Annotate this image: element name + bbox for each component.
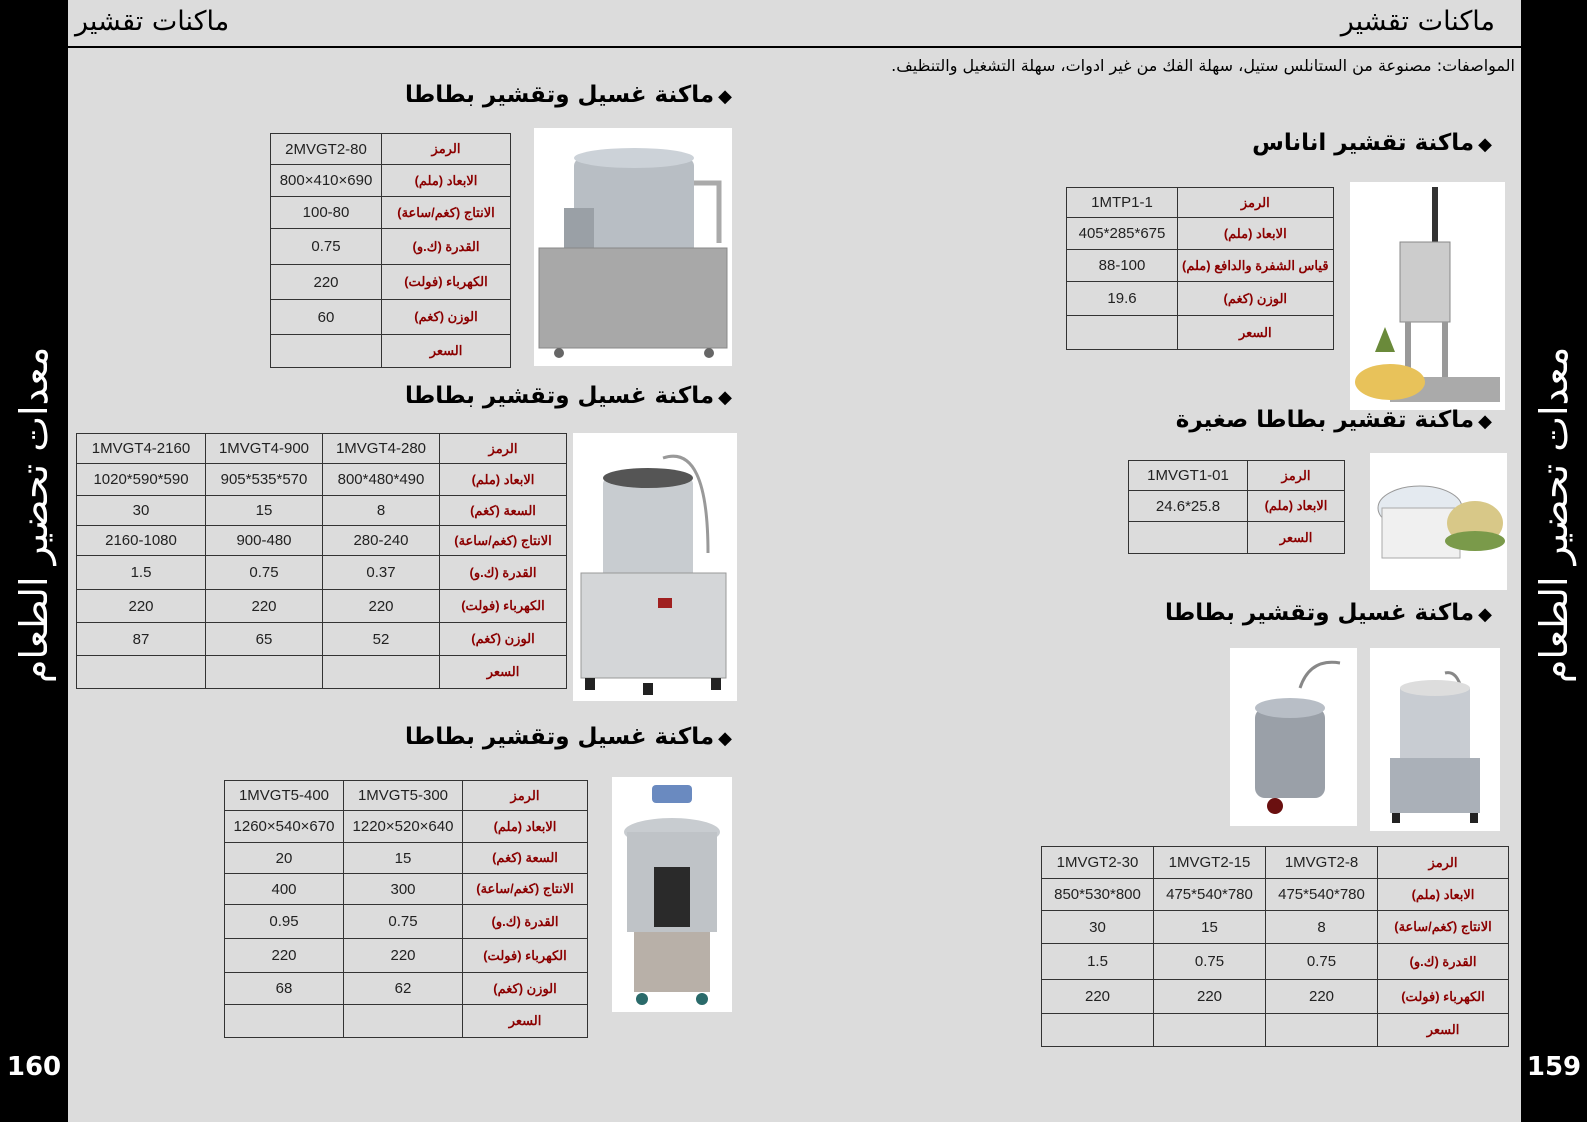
row-label: الانتاج (كغم/ساعة) <box>382 197 511 229</box>
row-label: الرمز <box>1178 188 1334 218</box>
cell: 1020*590*590 <box>77 464 206 496</box>
cell <box>271 335 382 368</box>
pineapple-peeler-photo <box>1350 182 1505 410</box>
heading-text: ماكنة غسيل وتقشير بطاطا <box>404 82 715 108</box>
cell: 30 <box>1042 911 1154 944</box>
cell: 1MTP1-1 <box>1067 188 1178 218</box>
cell: 15 <box>1154 911 1266 944</box>
row-label: الوزن (كغم) <box>382 300 511 335</box>
cell: 1.5 <box>1042 944 1154 980</box>
cell: 1MVGT4-900 <box>206 434 323 464</box>
cell: 475*540*780 <box>1154 879 1266 911</box>
mvgt2-peeler-photo-1 <box>1230 648 1357 826</box>
row-label: الوزن (كغم) <box>1178 282 1334 316</box>
cell: 850*530*800 <box>1042 879 1154 911</box>
row-label: الكهرباء (فولت) <box>440 590 567 623</box>
cell: 0.75 <box>1154 944 1266 980</box>
cell: 1MVGT4-280 <box>323 434 440 464</box>
diamond-bullet-icon: ◆ <box>718 387 732 408</box>
cell: 800*480*490 <box>323 464 440 496</box>
row-label: الابعاد (ملم) <box>1378 879 1509 911</box>
row-label: السعر <box>382 335 511 368</box>
cell: 900-480 <box>206 526 323 556</box>
row-label: القدرة (ك.و) <box>463 905 588 939</box>
heading-text: ماكنة غسيل وتقشير بطاطا <box>404 724 715 750</box>
row-label: القدرة (ك.و) <box>382 229 511 265</box>
small-potato-peeler-photo <box>1370 453 1507 590</box>
cell <box>1266 1014 1378 1047</box>
row-label: الرمز <box>382 134 511 165</box>
row-label: القدرة (ك.و) <box>1378 944 1509 980</box>
cell: 1MVGT2-30 <box>1042 847 1154 879</box>
cell: 0.75 <box>271 229 382 265</box>
mvgt5-peeler-photo <box>612 777 732 1012</box>
cell: 220 <box>323 590 440 623</box>
cell <box>206 656 323 689</box>
cell: 1220×520×640 <box>344 811 463 843</box>
cell: 220 <box>1266 980 1378 1014</box>
row-label: الرمز <box>1248 461 1345 491</box>
row-label: السعر <box>440 656 567 689</box>
page-number-left: 160 <box>6 1052 62 1082</box>
heading-text: ماكنة غسيل وتقشير بطاطا <box>404 383 715 409</box>
page-title-right: ماكنات تقشير <box>1340 6 1495 37</box>
cell: 400 <box>225 874 344 905</box>
cell <box>1042 1014 1154 1047</box>
sidebar-category-text: معدات تحضير الطعام <box>1532 346 1576 684</box>
cell: 475*540*780 <box>1266 879 1378 911</box>
row-label: الكهرباء (فولت) <box>1378 980 1509 1014</box>
heading-mvgt2-80-peeler <box>405 82 732 108</box>
cell <box>77 656 206 689</box>
cell: 220 <box>225 939 344 973</box>
row-label: الرمز <box>440 434 567 464</box>
heading-text: ماكنة غسيل وتقشير بطاطا <box>1164 600 1475 626</box>
cell: 300 <box>344 874 463 905</box>
row-label: الوزن (كغم) <box>440 623 567 656</box>
cell: 100-80 <box>271 197 382 229</box>
sidebar-category-text: معدات تحضير الطعام <box>12 346 56 684</box>
diamond-bullet-icon: ◆ <box>718 86 732 107</box>
spec-table-mvgt4 <box>76 433 567 689</box>
page-title-left: ماكنات تقشير <box>75 6 230 37</box>
diamond-bullet-icon: ◆ <box>1478 134 1492 155</box>
row-label: الابعاد (ملم) <box>463 811 588 843</box>
cell: 405*285*675 <box>1067 218 1178 250</box>
cell: 65 <box>206 623 323 656</box>
cell: 68 <box>225 973 344 1005</box>
page-number-right: 159 <box>1526 1052 1582 1082</box>
row-label: السعر <box>463 1005 588 1038</box>
row-label: السعة (كغم) <box>440 496 567 526</box>
cell: 0.75 <box>206 556 323 590</box>
cell: 1260×540×670 <box>225 811 344 843</box>
cell: 62 <box>344 973 463 1005</box>
right-sidebar <box>1521 0 1587 1122</box>
cell: 24.6*25.8 <box>1129 491 1248 522</box>
cell: 2MVGT2-80 <box>271 134 382 165</box>
cell <box>1154 1014 1266 1047</box>
cell <box>344 1005 463 1038</box>
cell: 220 <box>77 590 206 623</box>
diamond-bullet-icon: ◆ <box>1478 411 1492 432</box>
cell: 0.75 <box>1266 944 1378 980</box>
cell: 1MVGT2-15 <box>1154 847 1266 879</box>
row-label: قياس الشفرة والدافع (ملم) <box>1178 250 1334 282</box>
diamond-bullet-icon: ◆ <box>718 728 732 749</box>
row-label: السعر <box>1178 316 1334 350</box>
cell: 87 <box>77 623 206 656</box>
heading-text: ماكنة تقشير اناناس <box>1252 130 1475 156</box>
row-label: الرمز <box>1378 847 1509 879</box>
row-label: الابعاد (ملم) <box>440 464 567 496</box>
cell: 60 <box>271 300 382 335</box>
row-label: السعر <box>1248 522 1345 554</box>
spec-table-mvgt5 <box>224 780 588 1038</box>
cell: 1.5 <box>77 556 206 590</box>
row-label: الابعاد (ملم) <box>382 165 511 197</box>
mvgt2-80-peeler-photo <box>534 128 732 366</box>
cell: 0.95 <box>225 905 344 939</box>
spec-table-pineapple <box>1066 187 1334 350</box>
cell: 1MVGT5-400 <box>225 781 344 811</box>
header-rule <box>68 46 1521 48</box>
cell: 88-100 <box>1067 250 1178 282</box>
row-label: الابعاد (ملم) <box>1248 491 1345 522</box>
cell: 220 <box>271 265 382 300</box>
cell: 20 <box>225 843 344 874</box>
cell: 220 <box>1154 980 1266 1014</box>
row-label: السعر <box>1378 1014 1509 1047</box>
heading-small-potato-peeler <box>1176 407 1492 433</box>
cell: 280-240 <box>323 526 440 556</box>
cell: 2160-1080 <box>77 526 206 556</box>
heading-mvgt5-peeler <box>405 724 732 750</box>
spec-table-mvgt2 <box>1041 846 1509 1047</box>
mvgt4-peeler-photo <box>573 433 737 701</box>
cell: 1MVGT4-2160 <box>77 434 206 464</box>
heading-pineapple-peeler <box>1252 130 1492 156</box>
row-label: السعة (كغم) <box>463 843 588 874</box>
heading-mvgt2-peeler <box>1165 600 1492 626</box>
cell <box>1067 316 1178 350</box>
cell: 1MVGT1-01 <box>1129 461 1248 491</box>
cell <box>225 1005 344 1038</box>
cell: 220 <box>344 939 463 973</box>
cell: 15 <box>206 496 323 526</box>
cell: 15 <box>344 843 463 874</box>
cell: 30 <box>77 496 206 526</box>
left-sidebar <box>0 0 68 1122</box>
cell: 0.37 <box>323 556 440 590</box>
cell: 1MVGT2-8 <box>1266 847 1378 879</box>
cell: 905*535*570 <box>206 464 323 496</box>
cell <box>323 656 440 689</box>
row-label: الانتاج (كغم/ساعة) <box>440 526 567 556</box>
cell: 8 <box>323 496 440 526</box>
row-label: الانتاج (كغم/ساعة) <box>463 874 588 905</box>
diamond-bullet-icon: ◆ <box>1478 604 1492 625</box>
heading-mvgt4-peeler <box>405 383 732 409</box>
specs-description: المواصفات: مصنوعة من الستانلس ستيل، سهلة الفك من غير ادوات، سهلة التشغيل والتنظيف. <box>891 56 1515 75</box>
cell: 220 <box>1042 980 1154 1014</box>
spec-table-mvgt2-80 <box>270 133 511 368</box>
spec-table-small-potato <box>1128 460 1345 554</box>
cell: 0.75 <box>344 905 463 939</box>
row-label: القدرة (ك.و) <box>440 556 567 590</box>
cell: 52 <box>323 623 440 656</box>
cell: 8 <box>1266 911 1378 944</box>
cell: 220 <box>206 590 323 623</box>
row-label: الكهرباء (فولت) <box>463 939 588 973</box>
row-label: الوزن (كغم) <box>463 973 588 1005</box>
cell: 19.6 <box>1067 282 1178 316</box>
row-label: الابعاد (ملم) <box>1178 218 1334 250</box>
cell: 800×410×690 <box>271 165 382 197</box>
cell: 1MVGT5-300 <box>344 781 463 811</box>
heading-text: ماكنة تقشير بطاطا صغيرة <box>1175 407 1475 433</box>
row-label: الانتاج (كغم/ساعة) <box>1378 911 1509 944</box>
row-label: الرمز <box>463 781 588 811</box>
mvgt2-peeler-photo-2 <box>1370 648 1500 831</box>
cell <box>1129 522 1248 554</box>
row-label: الكهرباء (فولت) <box>382 265 511 300</box>
